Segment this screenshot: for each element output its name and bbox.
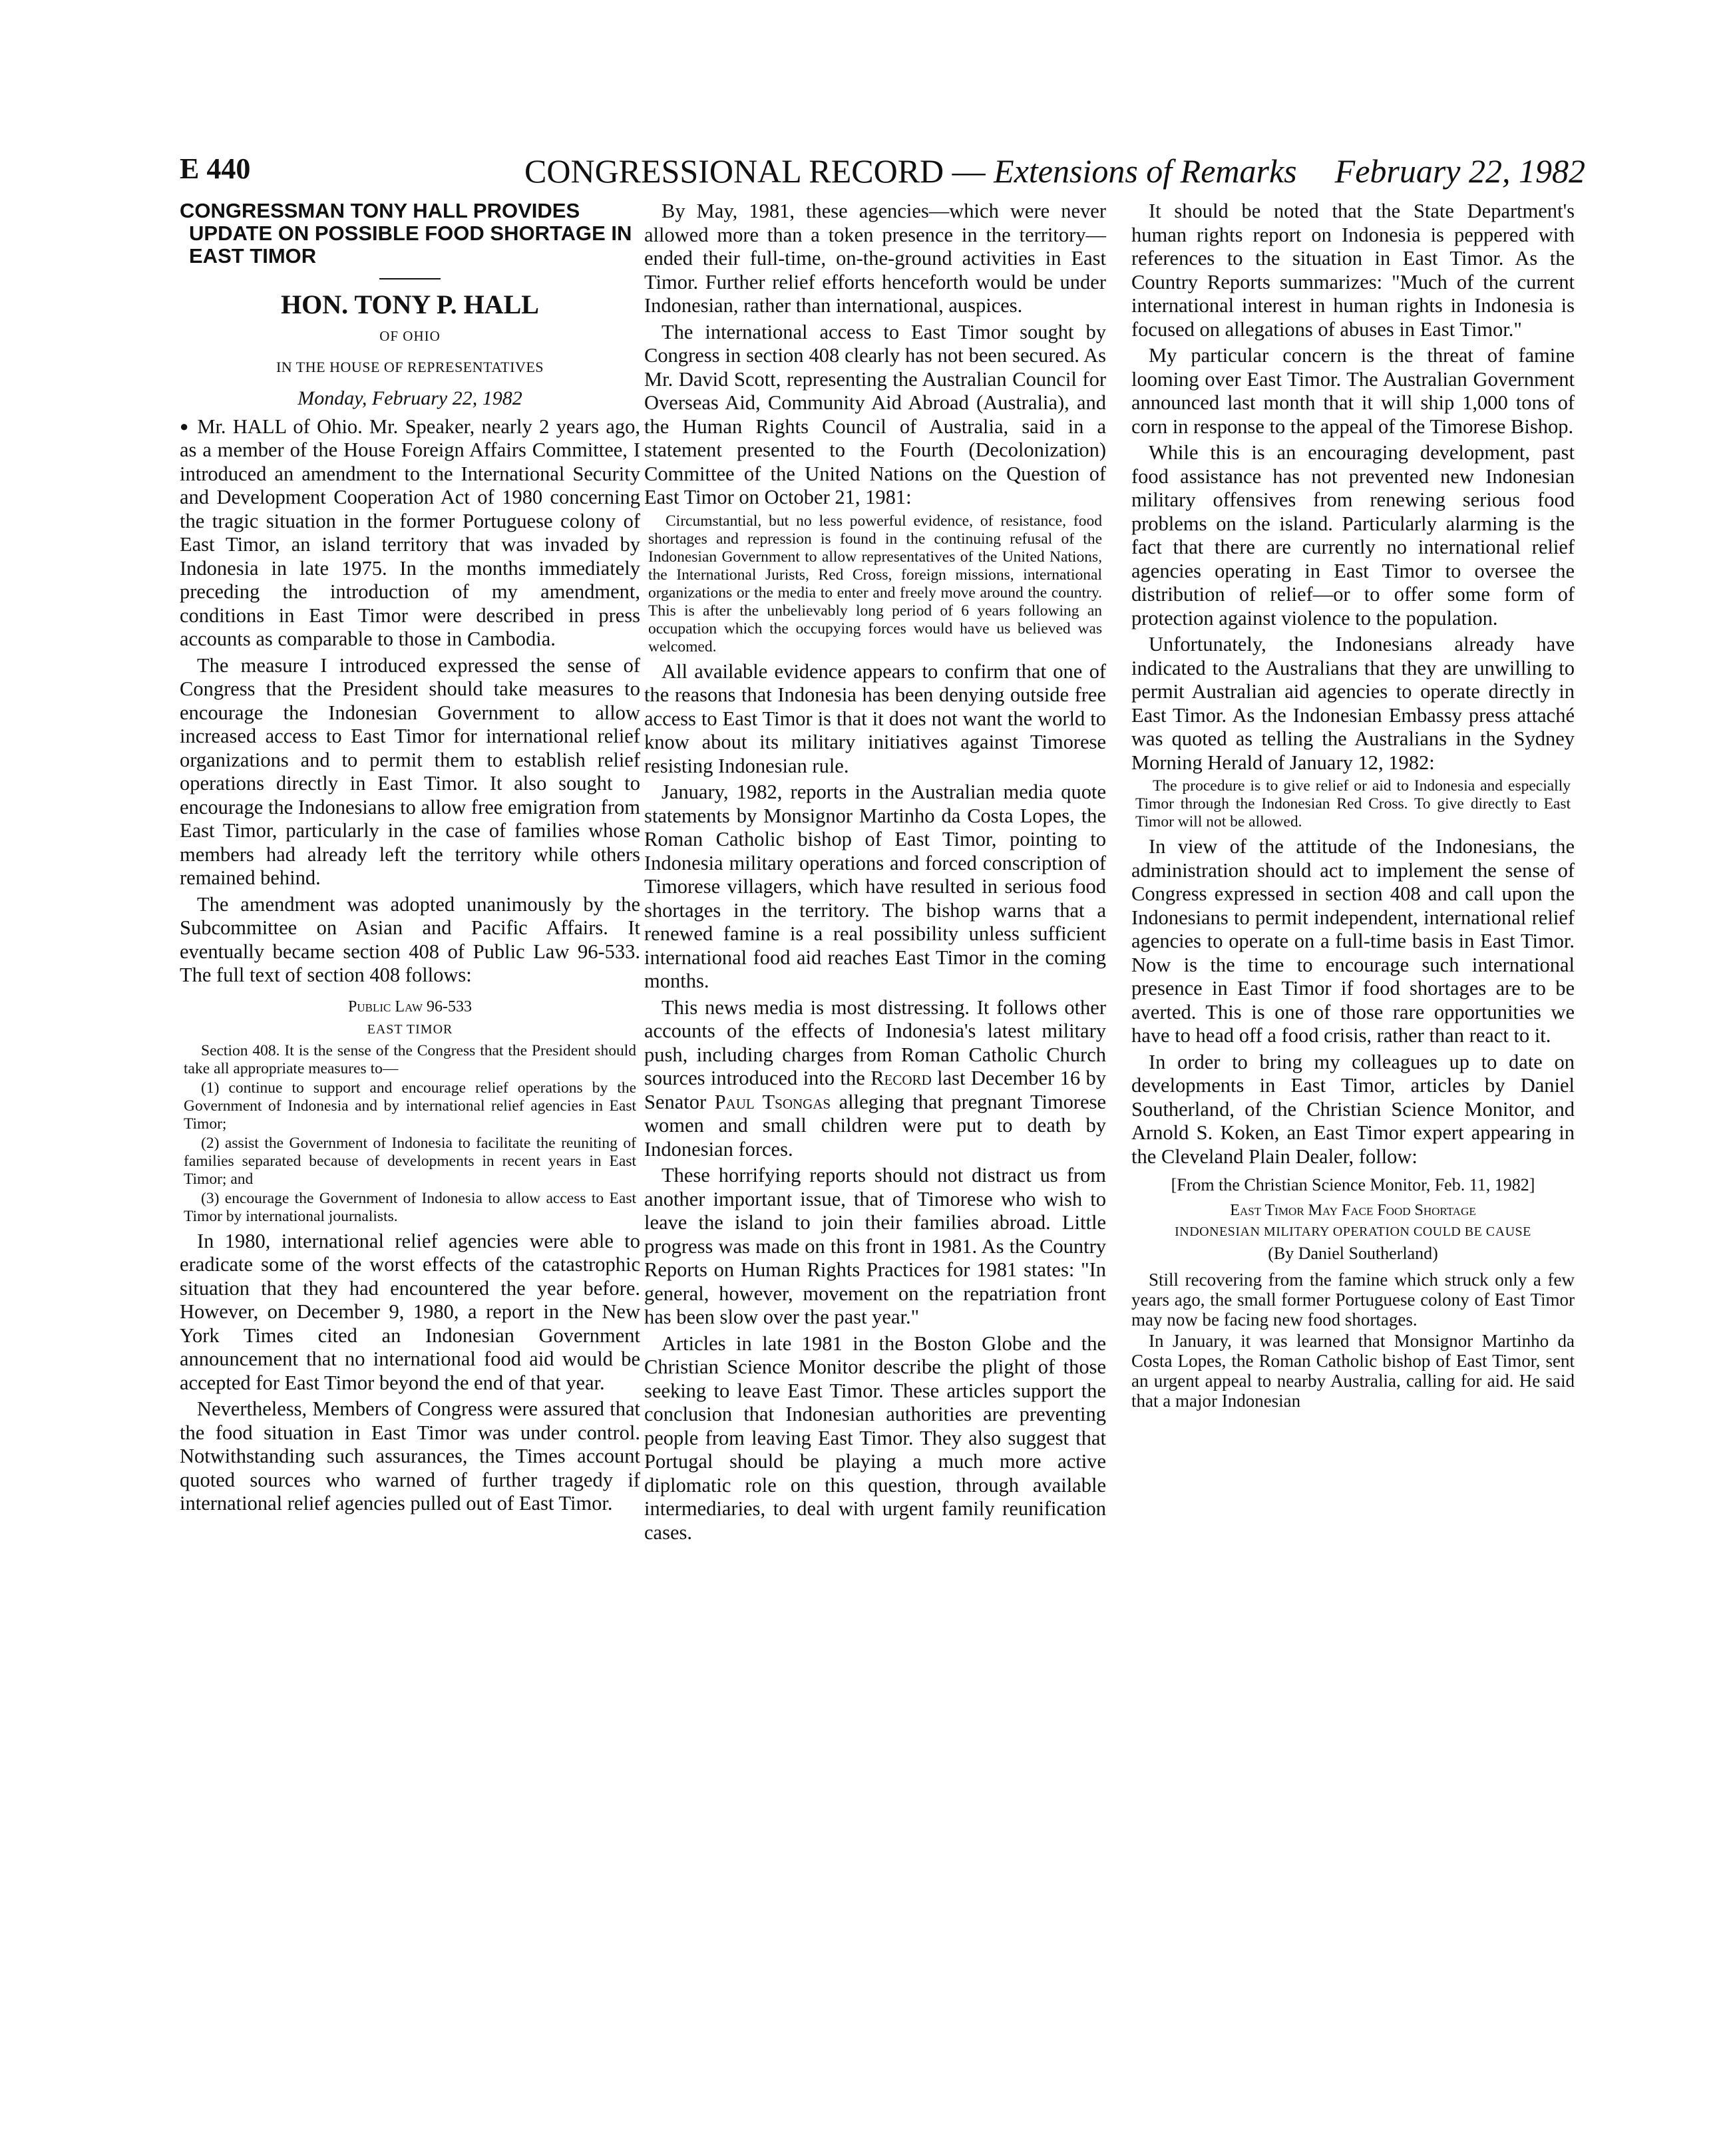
paragraph: While this is an encouraging development, past food assistance has not prevented new Indonesian military offensives from renewing serious food problems on the island. Particularly alarming is the fact that there are currently no international relief agencies operating in East Timor to oversee the distribution of relief—or to offer some form of protection against violence to the population. [1131, 441, 1575, 629]
law-subtitle: EAST TIMOR [367, 1021, 453, 1037]
speech-headline: CONGRESSMAN TONY HALL PROVIDES UPDATE ON POSSIBLE FOOD SHORTAGE IN EAST TIMOR [180, 199, 632, 268]
law-paragraph: (1) continue to support and encourage relief operations by the Government of Indonesia and by international relief agencies in East Timor; [184, 1079, 636, 1133]
paragraph-text: last December 16 by Senator [644, 1067, 1106, 1113]
quote-paragraph: Circumstantial, but no less powerful evidence, of resistance, food shortages and repression is found in the continuing refusal of the Indonesian Government to allow representatives of the United Nations, the International Jurists, Red Cross, foreign missions, international organizations or the media to enter and freely move around the country. This is after the unbelievably long period of 6 years following an occupation which the occupying forces would have us believed was welcomed. [648, 512, 1102, 655]
column-1 [180, 200, 640, 1519]
law-paragraph: (3) encourage the Government of Indonesia to allow access to East Timor by international journalists. [184, 1189, 636, 1225]
quote-paragraph: The procedure is to give relief or aid to Indonesia and especially Timor through the Indonesian Red Cross. To give directly to East Timor will not be allowed. [1135, 777, 1571, 830]
article-title: East Timor May Face Food Shortage [1230, 1202, 1476, 1219]
paragraph-text: This news media is most distressing. It follows other accounts of the effects of Indonesia's latest military push, including charges from Roman Catholic Church sources introduced into the [644, 995, 1106, 1089]
paragraph-text: Mr. HALL of Ohio. Mr. Speaker, nearly 2 years ago, as a member of the House Foreign Affairs Committee, I introduced an amendment to the International Security and Development Cooperation Act of 1980 concerning the tragic situation in the former Portuguese colony of East Timor, an island territory that was invaded by Indonesia in late 1975. In the months immediately preceding the introduction of my amendment, conditions in East Timor were described in press accounts as comparable to those in Cambodia. [180, 415, 640, 650]
article-source: [From the Christian Science Monitor, Feb. 11, 1982] [1171, 1175, 1535, 1194]
paragraph [180, 415, 640, 651]
article-byline: (By Daniel Southerland) [1268, 1244, 1438, 1263]
speech-date: Monday, February 22, 1982 [297, 387, 522, 409]
paragraph-text: alleging that pregnant Timorese women and small children were put to death by Indonesian forces. [644, 1090, 1106, 1161]
law-paragraph: Section 408. It is the sense of the Congress that the President should take all appropriate measures to— [184, 1041, 636, 1077]
speaker-name: HON. TONY P. HALL [281, 289, 539, 319]
running-header [180, 148, 1585, 201]
header-date: February 22, 1982 [1334, 152, 1585, 190]
article-paragraph: Still recovering from the famine which struck only a few years ago, the small former Portuguese colony of East Timor may now be facing new food shortages. [1131, 1270, 1575, 1330]
block-quote [1135, 777, 1571, 831]
law-title: Public Law 96-533 [348, 997, 472, 1015]
record-ref: Record [870, 1067, 932, 1089]
paragraph: It should be noted that the State Department's human rights report on Indonesia is peppered with references to the situation in East Timor. As the Country Reports summarizes: "Much of the current international interest in human rights in Indonesia is focused on allegations of abuses in East Timor." [1131, 200, 1575, 341]
article-paragraph: In January, it was learned that Monsignor Martinho da Costa Lopes, the Roman Catholic bishop of East Timor, sent an urgent appeal to nearby Australia, calling for aid. He said that a major Indonesian [1131, 1331, 1575, 1411]
paragraph: In 1980, international relief agencies were able to eradicate some of the worst effects of the catastrophic situation that they had encountered the year before. However, on December 9, 1980, a report in the New York Times cited an Indonesian Government announcement that no international food aid would be accepted for East Timor beyond the end of that year. [180, 1229, 640, 1394]
article-body [1131, 1270, 1575, 1411]
journal-name: CONGRESSIONAL RECORD — [524, 152, 986, 190]
paragraph: These horrifying reports should not distract us from another important issue, that of Timorese who wish to leave the island to join their families abroad. Little progress was made on this front in 1981. As the Country Reports on Human Rights Practices for 1981 states: "In general, however, movement on the repatriation front has been slow over the past year." [644, 1164, 1106, 1328]
column-3 [1131, 200, 1575, 1412]
speaker-state: OF OHIO [379, 328, 441, 344]
paragraph: Unfortunately, the Indonesians already have indicated to the Australians that they are unwilling to permit Australian aid agencies to operate directly in East Timor. As the Indonesian Embassy press attaché was quoted as telling the Australians in the Sydney Morning Herald of January 12, 1982: [1131, 633, 1575, 774]
paragraph: January, 1982, reports in the Australian media quote statements by Monsignor Martinho da Costa Lopes, the Roman Catholic bishop of East Timor, pointing to Indonesia military operations and forced conscription of Timorese villagers, which have resulted in serious food shortages in the territory. The bishop warns that a renewed famine is a real possibility unless sufficient international food aid reaches East Timor in the coming months. [644, 781, 1106, 992]
bullet-icon: ● [180, 417, 190, 435]
article-subtitle: INDONESIAN MILITARY OPERATION COULD BE CAUSE [1175, 1224, 1531, 1239]
paragraph: The international access to East Timor sought by Congress in section 408 clearly has not been secured. As Mr. David Scott, representing the Australian Council for Overseas Aid, Community Aid Abroad (Australia), and the Human Rights Council of Australia, said in a statement presented to the Fourth (Decolonization) Committee of the United Nations on the Question of East Timor on October 21, 1981: [644, 320, 1106, 508]
journal-title [524, 152, 1297, 190]
law-text [184, 1042, 636, 1226]
paragraph: In view of the attitude of the Indonesians, the administration should act to implement the sense of Congress expressed in section 408 and call upon the Indonesians to permit independent, international relief agencies to operate on a full-time basis in East Timor. Now is the time to encourage such international presence in East Timor if food shortages are to be averted. This is one of those rare opportunities we have to head off a food crisis, rather than react to it. [1131, 835, 1575, 1047]
journal-section: Extensions of Remarks [994, 152, 1297, 190]
paragraph: Articles in late 1981 in the Boston Globe and the Christian Science Monitor describe the plight of those seeking to leave East Timor. These articles support the conclusion that Indonesian authorities are preventing people from leaving East Timor. They also suggest that Portugal should be playing a much more active diplomatic role on this question, through available intermediaries, to deal with urgent family reunification cases. [644, 1332, 1106, 1544]
paragraph: In order to bring my colleagues up to date on developments in East Timor, articles by Daniel Southerland, of the Christian Science Monitor, and Arnold S. Koken, an East Timor expert appearing in the Cleveland Plain Dealer, follow: [1131, 1050, 1575, 1168]
paragraph: The amendment was adopted unanimously by the Subcommittee on Asian and Pacific Affairs. It eventually became section 408 of Public Law 96-533. The full text of section 408 follows: [180, 892, 640, 986]
column-2 [644, 200, 1106, 1547]
paragraph: Nevertheless, Members of Congress were assured that the food situation in East Timor was under control. Notwithstanding such assurances, the Times account quoted sources who warned of further tragedy if international relief agencies pulled out of East Timor. [180, 1397, 640, 1515]
divider-rule [379, 278, 441, 279]
paragraph: The measure I introduced expressed the sense of Congress that the President should take measures to encourage the Indonesian Government to allow increased access to East Timor for international relief organizations and to permit them to establish relief operations directly in East Timor. It also sought to encourage the Indonesians to allow free emigration from East Timor, particularly in the case of families whose members had already left the territory while others remained behind. [180, 653, 640, 889]
block-quote [648, 512, 1102, 656]
paragraph: All available evidence appears to confirm that one of the reasons that Indonesia has been denying outside free access to East Timor is that it does not want the world to know about its military initiatives against Timorese resisting Indonesian rule. [644, 659, 1106, 777]
law-paragraph: (2) assist the Government of Indonesia to facilitate the reuniting of families separated because of developments in recent years in East Timor; and [184, 1134, 636, 1188]
paragraph: My particular concern is the threat of famine looming over East Timor. The Australian Government announced last month that it will ship 1,000 tons of corn in response to the appeal of the Timorese Bishop. [1131, 344, 1575, 438]
chamber-name: IN THE HOUSE OF REPRESENTATIVES [276, 358, 544, 375]
page-number: E 440 [180, 152, 251, 185]
paragraph: By May, 1981, these agencies—which were never allowed more than a token presence in the territory—ended their full-time, on-the-ground activities in East Timor. Further relief efforts henceforth would be under Indonesian, rather than international, auspices. [644, 200, 1106, 317]
senator-name: Paul Tsongas [714, 1090, 831, 1113]
paragraph [644, 996, 1106, 1162]
